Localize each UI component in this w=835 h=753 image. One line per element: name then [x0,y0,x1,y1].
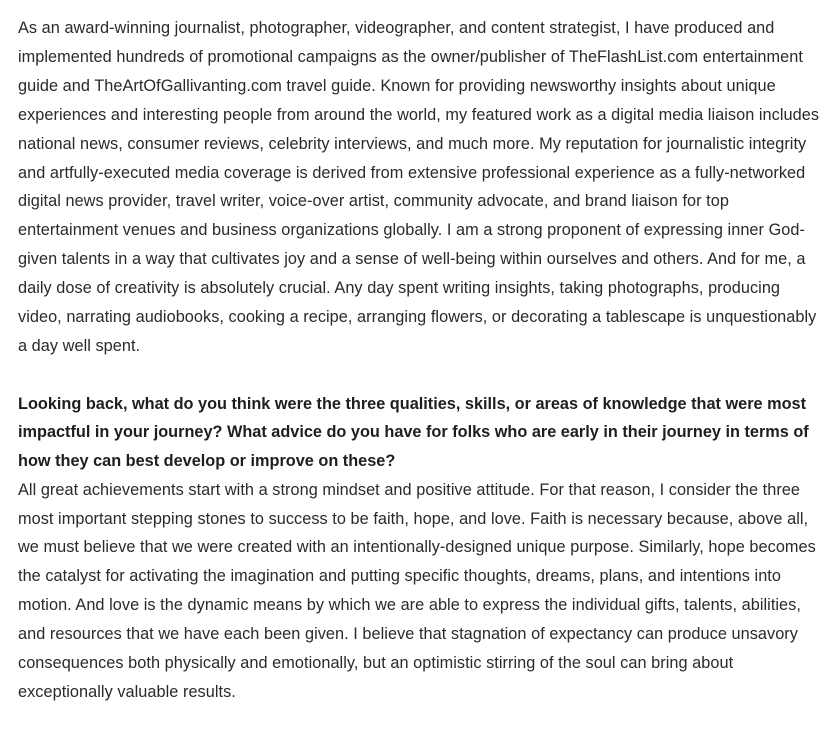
intro-paragraph: As an award-winning journalist, photographer, videographer, and content strategist, I have produced and implemented hundreds of promotional campaigns as the owner/publisher of TheFlashList.com entertainment guide and TheArtOfGallivanting.com travel guide. Known for providing newsworthy insights about unique experiences and interesting people from around the world, my featured work as a digital media liaison includes national news, consumer reviews, celebrity interviews, and much more. My reputation for journalistic integrity and artfully-executed media coverage is derived from extensive professional experience as a fully-networked digital news provider, travel writer, voice-over artist, community advocate, and brand liaison for top entertainment venues and business organizations globally. I am a strong proponent of expressing inner God-given talents in a way that cultivates joy and a sense of well-being within ourselves and others. And for me, a daily dose of creativity is absolutely crucial. Any day spent writing insights, taking photographs, producing video, narrating audiobooks, cooking a recipe, arranging flowers, or decorating a tablescape is unquestionably a day well spent. [18,19,820,355]
article-body [18,14,826,707]
interview-question: Looking back, what do you think were the three qualities, skills, or areas of knowledge that were most impactful in your journey? What advice do you have for folks who are early in their journey in terms of how they can best develop or improve on these? [18,394,809,471]
paragraph-spacer [18,361,826,390]
answer-paragraph: All great achievements start with a strong mindset and positive attitude. For that reason, I consider the three most important stepping stones to success to be faith, hope, and love. Faith is necessary because, above all, we must believe that we were created with an intentionally-designed unique purpose. Similarly, hope becomes the catalyst for activating the imagination and putting specific thoughts, dreams, plans, and intentions into motion. And love is the dynamic means by which we are able to express the individual gifts, talents, abilities, and resources that we have each been given. I believe that stagnation of expectancy can produce unsavory consequences both physically and emotionally, but an optimistic stirring of the soul can bring about exceptionally valuable results. [18,480,816,701]
